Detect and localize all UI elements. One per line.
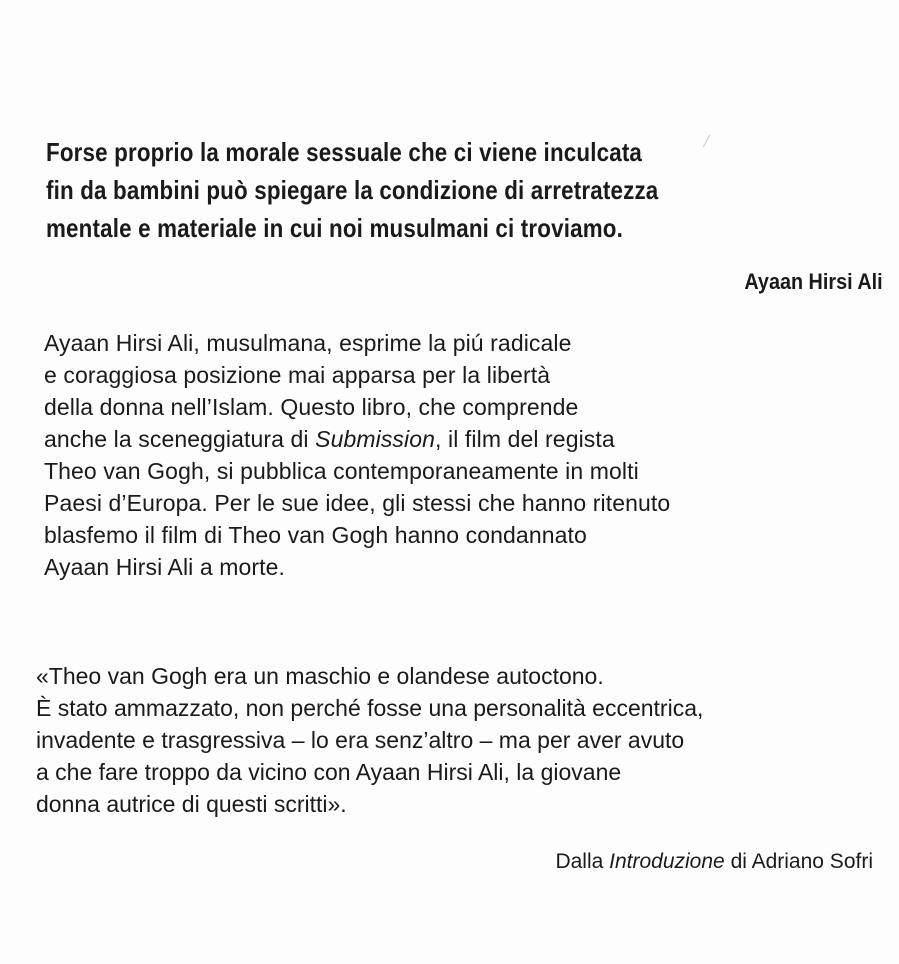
quote-line-2: fin da bambini può spiegare la condizione di arretratezza (46, 175, 659, 205)
quote-line-1: Forse proprio la morale sessuale che ci viene inculcata (46, 137, 643, 167)
description-line-2: e coraggiosa posizione mai apparsa per la libertà (44, 362, 551, 388)
description-line-1: Ayaan Hirsi Ali, musulmana, esprime la piú radicale (44, 330, 572, 356)
excerpt-line-5: donna autrice di questi scritti». (36, 791, 347, 817)
epigraph-quote (46, 133, 891, 294)
description-line-4-start: anche la sceneggiatura di (44, 426, 316, 452)
excerpt-line-3: invadente e trasgressiva – lo era senz’altro – ma per aver avuto (36, 727, 685, 753)
excerpt-line-2: È stato ammazzato, non perché fosse una personalità eccentrica, (36, 695, 704, 721)
excerpt-attribution (555, 850, 873, 874)
description-line-3: della donna nell’Islam. Questo libro, che comprende (44, 394, 579, 420)
attribution-prefix: Dalla (555, 850, 610, 873)
attribution-section-title: Introduzione (609, 850, 725, 873)
attribution-suffix: di Adriano Sofri (724, 850, 873, 873)
description-line-6: Paesi d’Europa. Per le sue idee, gli stessi che hanno ritenuto (44, 490, 671, 516)
description-line-4-end: , il film del regista (435, 426, 615, 452)
introduction-excerpt (36, 660, 886, 820)
film-title: Submission (315, 426, 436, 452)
excerpt-line-4: a che fare troppo da vicino con Ayaan Hirsi Ali, la giovane (36, 759, 622, 785)
description-line-7: blasfemo il film di Theo van Gogh hanno condannato (44, 522, 587, 548)
description-line-8: Ayaan Hirsi Ali a morte. (44, 554, 286, 580)
description-line-5: Theo van Gogh, si pubblica contemporaneamente in molti (44, 458, 639, 484)
description-line-4 (44, 423, 874, 455)
excerpt-line-1: «Theo van Gogh era un maschio e olandese autoctono. (36, 663, 604, 689)
quote-author: Ayaan Hirsi Ali (744, 269, 883, 294)
description-paragraph (44, 327, 874, 583)
quote-line-3: mentale e materiale in cui noi musulmani ci troviamo. (46, 213, 623, 243)
